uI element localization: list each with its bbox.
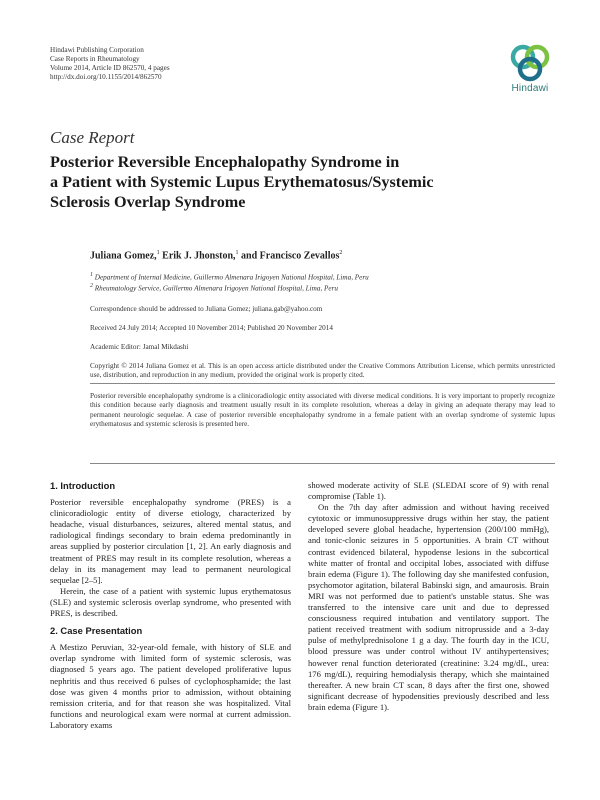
paragraph: On the 7th day after admission and without having received cytotoxic or immunosuppressive drugs within her stay, the patient developed severe global headache, hypertension (200/100 mmHg), and tonic-clonic seizures in 5 opportunities. A brain CT without contrast evidenced bilateral, hypodense lesions in the subcortical white matter of frontal and occipital lobes, associated with diffuse brain edema (Figure 1). The following day she manifested confusion, psychomotor agitation, bilateral Babinski sign, and amaurosis. Brain MRI was not performed due to patient's unstable status. She was transferred to the intensive care unit and due to depressed consciousness required intubation and ventilatory support. The patient received treatment with sodium nitroprusside and a 3-day pulse of methylprednisolone 1 g a day. The fourth day in the ICU, blood pressure was under control without IV antihypertensives; however renal function deteriorated (creatinine: 3.24 mg/dL, urea: 176 mg/dL), requiring hemodialysis therapy, which she maintained thereafter. A new brain CT scan, 8 days after the first one, showed significant decrease of hypodensities previously described and less brain edema (Figure 1). (308, 502, 549, 712)
section-heading: 1. Introduction (50, 480, 116, 491)
title-line: Sclerosis Overlap Syndrome (50, 193, 246, 211)
paragraph: showed moderate activity of SLE (SLEDAI score of 9) with renal compromise (Table 1). (308, 480, 549, 502)
author-affiliation-mark: 2 (339, 250, 343, 256)
title-line: a Patient with Systemic Lupus Erythematosus/Systemic (50, 173, 434, 191)
divider (90, 463, 555, 464)
paragraph: Posterior reversible encephalopathy syndrome (PRES) is a clinicoradiologic entity of diverse etiology, characterized by headache, visual disturbances, seizures, altered mental status, and radiological findings secondary to brain edema predominantly in areas supplied by posterior circulation [1, 2]. An early diagnosis and treatment of PRES may result in its complete resolution, whereas a delay in its management may lead to permanent neurological sequelae [2–5]. (50, 497, 291, 585)
affiliation-text: Department of Internal Medicine, Guillermo Almenara Irigoyen National Hospital, Lima, Peru (93, 273, 369, 282)
affiliation-mark: 2 (90, 283, 93, 289)
academic-editor: Academic Editor: Jamal Mikdashi (90, 343, 189, 351)
body-column-left (50, 480, 291, 731)
divider (90, 383, 555, 384)
affiliation-text: Rheumatology Service, Guillermo Almenara Irigoyen National Hospital, Lima, Peru (93, 284, 339, 293)
journal-name: Case Reports in Rheumatology (50, 55, 140, 63)
body-column-right (308, 480, 549, 713)
section-heading: 2. Case Presentation (50, 625, 143, 637)
abstract: Posterior reversible encephalopathy syndrome is a clinicoradiologic entity associated with diverse medical conditions. It is very important to properly recognize this condition because early diagnosis and treatment usually result in its complete resolution, whereas a delay in giving an adequate therapy may lead to permanent neurologic sequelae. A case of posterior reversible encephalopathy syndrome in a female patient with an overlap syndrome of systemic lupus erythematosus and systemic sclerosis is presented here. (90, 392, 555, 429)
author-name: Erik J. Jhonston, (159, 250, 236, 262)
correspondence: Correspondence should be addressed to Juliana Gomez; juliana.gab@yahoo.com (90, 305, 323, 313)
publication-dates: Received 24 July 2014; Accepted 10 November 2014; Published 20 November 2014 (90, 324, 333, 332)
affiliation (90, 283, 338, 292)
hindawi-logo-icon (507, 42, 553, 82)
journal-meta (50, 46, 170, 82)
volume-info: Volume 2014, Article ID 862570, 4 pages (50, 64, 170, 72)
article-type: Case Report (50, 128, 135, 147)
paragraph: Herein, the case of a patient with systemic lupus erythematosus (SLE) and systemic sclerosis overlap syndrome, who presented with PRES, is described. (50, 585, 291, 619)
author-affiliation-mark: 1 (235, 250, 239, 256)
author-affiliation-mark: 1 (156, 250, 160, 256)
publisher-name: Hindawi Publishing Corporation (50, 46, 144, 54)
doi-link[interactable]: http://dx.doi.org/10.1155/2014/862570 (50, 73, 162, 81)
affiliation-mark: 1 (90, 272, 93, 278)
author-name: and Francisco Zevallos (238, 250, 340, 262)
article-title (50, 152, 470, 212)
title-line: Posterior Reversible Encephalopathy Syndrome in (50, 153, 400, 171)
paragraph: A Mestizo Peruvian, 32-year-old female, with history of SLE and overlap syndrome with limited form of systemic sclerosis, was diagnosed 5 years ago. The patient developed proliferative lupus nephritis and thus received 6 pulses of cyclophosphamide; the last dose was given 4 months prior to admission, without obtaining remission criteria, and for that reason she was hospitalized. Vital functions and neurological exam were normal at current admission. Laboratory exams (50, 642, 291, 730)
logo-text: Hindawi (511, 83, 549, 94)
affiliation (90, 272, 369, 281)
author-list (90, 250, 342, 261)
copyright-notice: Copyright © 2014 Juliana Gomez et al. This is an open access article distributed under the Creative Commons Attribution License, which permits unrestricted use, distribution, and reproduction in any medium, provided the original work is properly cited. (90, 362, 555, 380)
author-name: Juliana Gomez, (90, 250, 157, 262)
hindawi-logo (500, 42, 560, 94)
